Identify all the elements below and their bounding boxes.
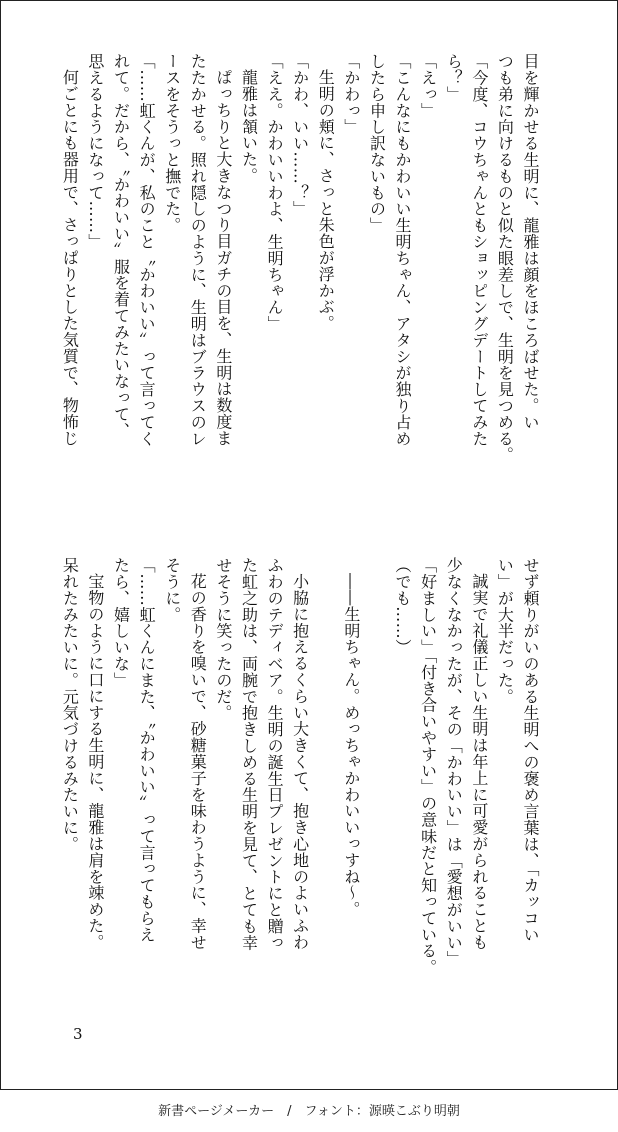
text-line: 「好ましい」「付き合いやすい」の意味だと知っている。 xyxy=(418,557,438,976)
text-line: 「えっ」 xyxy=(418,53,438,119)
footer-credit: 新書ページメーカー / フォント：源暎こぶり明朝 xyxy=(158,1104,460,1119)
text-line: つも弟に向けるものと似た眼差しで、生明を見つめる。 xyxy=(495,53,515,463)
text-line: 誠実で礼儀正しい生明は年上に可愛がられることも xyxy=(469,573,489,951)
text-line: 「かわっ」 xyxy=(341,53,361,135)
text-line: い」が大半だった。 xyxy=(495,557,515,705)
text-line: れて。だから、〝かわいい〟服を着てみたいなって、 xyxy=(111,53,131,439)
text-line: したら申し訳ないもの」 xyxy=(367,53,387,234)
text-line xyxy=(364,557,390,1027)
text-line: 「こんなにもかわいい生明ちゃん、アタシが独り占め xyxy=(393,53,413,447)
page-number: 3 xyxy=(73,1025,83,1043)
text-line: せず頼りがいのある生明への褒め言葉は、「カッコい xyxy=(521,557,540,943)
text-line: ぱっちりと大きなつり目ガチの目を、生明は数度ま xyxy=(213,69,233,447)
text-line: ふわのテディベア。生明の誕生日プレゼントにと贈っ xyxy=(265,557,285,951)
text-line: 宝物のように口にする生明に、龍雅は肩を竦めた。 xyxy=(85,573,105,951)
text-line: ースをそうっと撫でた。 xyxy=(162,53,182,234)
text-line: 思えるようになって……」 xyxy=(85,53,105,250)
text-line: 何ごとにも器用で、さっぱりとした気質で、物怖じ xyxy=(60,69,80,447)
text-line: 「かわ、いい……？」 xyxy=(290,53,310,217)
text-block-bottom xyxy=(57,557,543,1027)
text-line: 花の香りを嗅いで、砂糖菓子を味わうように、幸せ xyxy=(188,573,208,951)
text-line: 「……虹くんが、私のこと〝かわいい〟って言ってく xyxy=(137,53,157,447)
text-line: たたかせる。照れ隠しのように、生明はブラウスのレ xyxy=(188,53,208,447)
text-line: 「今度、コウちゃんともショッピングデートしてみた xyxy=(469,53,489,447)
text-line: 少なくなかったが、その「かわいい」は「愛想がいい」 xyxy=(444,557,464,967)
text-line: せそうに笑ったのだ。 xyxy=(213,557,233,721)
text-line: たら、嬉しいな」 xyxy=(111,557,131,689)
text-line: た虹之助は、両腕で抱きしめる生明を見て、とても幸 xyxy=(239,557,259,951)
text-line: （でも……） xyxy=(393,557,413,656)
text-block-top xyxy=(57,53,543,523)
text-line: 生明の頬に、さっと朱色が浮かぶ。 xyxy=(316,69,336,332)
text-line: そうに。 xyxy=(162,557,182,623)
text-line: ――生明ちゃん。めっちゃかわいいっすね〜。 xyxy=(341,573,361,918)
text-line: 「ええ。かわいいわよ、生明ちゃん」 xyxy=(265,53,285,332)
text-line: ら？」 xyxy=(444,53,464,103)
text-line: 小脇に抱えるくらい大きくて、抱き心地のよいふわ xyxy=(290,573,310,951)
text-line: 呆れたみたいに。元気づけるみたいに。 xyxy=(60,557,80,853)
text-line: 「……虹くんにまた、〝かわいい〟って言ってもらえ xyxy=(137,557,157,943)
text-line xyxy=(313,557,339,1027)
text-line: 目を輝かせる生明に、龍雅は顔をほころばせた。い xyxy=(521,53,540,431)
text-line: 龍雅は頷いた。 xyxy=(239,69,259,184)
